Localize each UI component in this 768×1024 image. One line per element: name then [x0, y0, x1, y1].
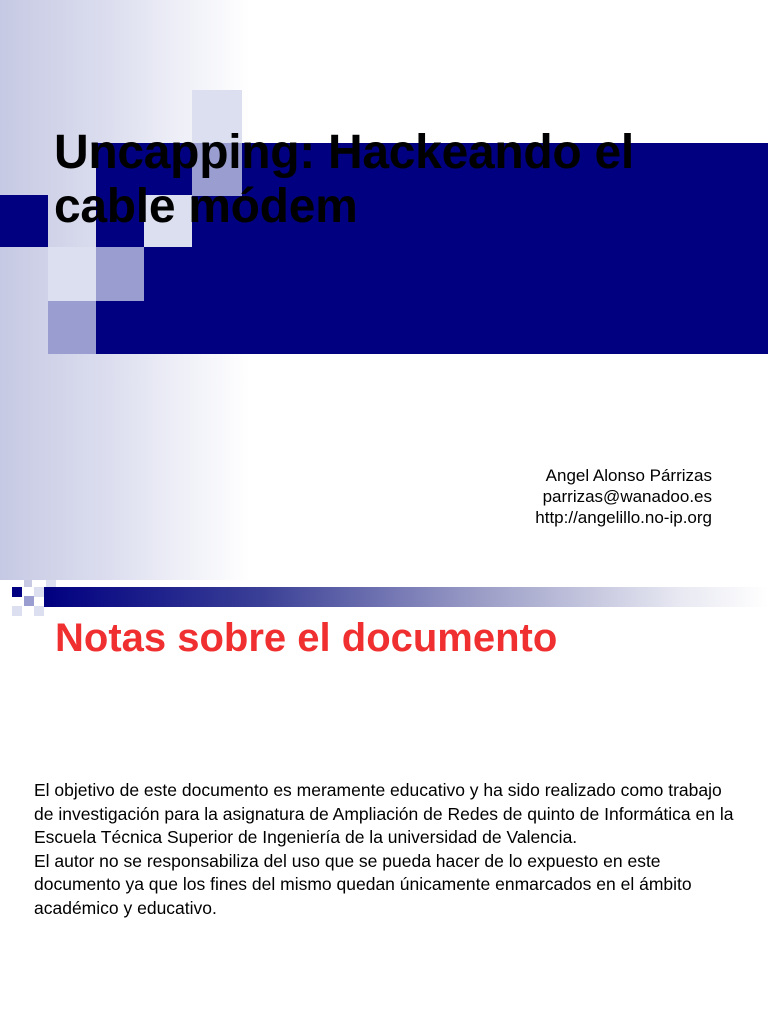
decorative-square: [46, 580, 56, 587]
decorative-square: [12, 606, 22, 616]
notes-paragraph: El objetivo de este documento es meramente educativo y ha sido realizado como trabajo de investigación para la asignatura de Ampliación de Redes de quinto de Informática en la Escuela Técnica Superior de Ingeniería de la universidad de Valencia.: [34, 780, 734, 847]
notes-paragraph: El autor no se responsabiliza del uso que se pueda hacer de lo expuesto en este documento ya que los fines del mismo quedan únicamente enmarcados en el ámbito académico y educativo.: [34, 850, 692, 918]
gradient-strip: [44, 587, 768, 607]
decorative-square: [96, 247, 144, 301]
decorative-square: [24, 580, 32, 587]
notes-slide: [0, 580, 768, 1024]
decorative-square: [48, 247, 96, 301]
decorative-square: [48, 301, 96, 354]
decorative-square: [24, 596, 34, 606]
navy-banner-left: [0, 195, 48, 247]
author-url: http://angelillo.no-ip.org: [535, 508, 712, 527]
author-name: Angel Alonso Párrizas: [545, 466, 712, 485]
notes-title: Notas sobre el documento: [55, 616, 558, 660]
notes-body: [34, 779, 744, 920]
decorative-square: [34, 587, 44, 597]
author-email: parrizas@wanadoo.es: [542, 487, 712, 506]
slide-title: Uncapping: Hackeando el cable módem: [54, 126, 634, 233]
decorative-square: [12, 587, 22, 597]
author-block: [535, 465, 712, 528]
decorative-square: [34, 606, 44, 616]
